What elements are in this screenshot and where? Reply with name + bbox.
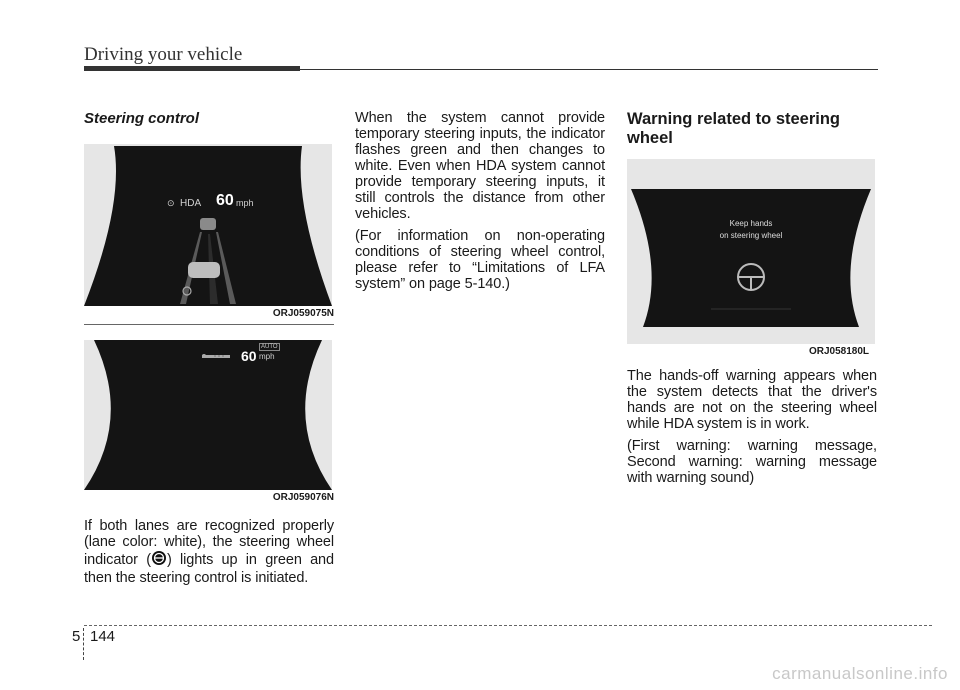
heading-line-2: wheel [627, 129, 673, 147]
auto-badge: AUTO [261, 344, 278, 350]
para-hands-off: The hands-off warning appears when the system detects that the driver's hands are not on the steering wheel while HDA system is in work. [627, 368, 877, 432]
para-limitations-ref: (For information on non-operating conditions of steering wheel control, please refer to “Limitations of LFA system” on page 5-140.) [355, 228, 605, 292]
warning-message-line-1: Keep hands [729, 219, 773, 228]
figure-caption-2: ORJ059076N [272, 492, 334, 503]
figure-caption: ORJ059075N [272, 308, 334, 319]
steering-wheel-icon [151, 550, 167, 570]
header-title: Driving your vehicle [84, 44, 243, 65]
hda-icon: ⊙ [167, 198, 175, 208]
warning-message-line-2: on steering wheel [719, 231, 783, 240]
para-warning-levels: (First warning: warning message, Second warning: warning message with warning sound) [627, 438, 877, 486]
column-warning [627, 110, 877, 492]
para-text-before: If both lanes are recognized properly (lane color: white), the steering wheel indicator ( [84, 518, 334, 568]
warning-cluster-illustration [627, 159, 875, 344]
page-separator [83, 628, 84, 660]
figure-caption-3: ORJ058180L [808, 346, 869, 357]
page-number: 144 [90, 628, 116, 645]
steering-paragraph [84, 518, 334, 586]
warning-heading [627, 110, 877, 148]
figure-hands-off-warning [627, 159, 875, 344]
header-rule-thick [84, 66, 300, 71]
figure-auto-cluster [84, 340, 332, 490]
para-text-after: ) lights up in green and then the steering control is initiated. [84, 551, 334, 586]
heading-line-1: Warning related to steering [627, 110, 841, 128]
figure-hda-cluster [84, 144, 332, 306]
para-cannot-provide: When the system cannot provide temporary steering inputs, the indicator flashes green and then changes to white. Even when HDA system cannot provide temporary steering inputs, it still controls the distance from other vehicles. [355, 110, 605, 222]
footer-rule [84, 625, 932, 626]
speed-unit-2: mph [259, 352, 275, 361]
figure-rule [84, 324, 334, 325]
section-title: Steering control [84, 110, 200, 127]
chapter-number: 5 [72, 628, 81, 645]
speed-value: 60 [216, 192, 234, 209]
watermark: carmanualsonline.info [772, 664, 948, 683]
header-rule-thin [300, 69, 878, 70]
hda-label: HDA [180, 198, 202, 209]
hda-cluster-illustration [84, 144, 332, 306]
column-continued-text [355, 110, 605, 298]
speed-unit: mph [236, 198, 254, 208]
column-steering-control [84, 110, 334, 592]
speed-value-2: 60 [241, 348, 257, 364]
auto-cluster-illustration [84, 340, 332, 490]
